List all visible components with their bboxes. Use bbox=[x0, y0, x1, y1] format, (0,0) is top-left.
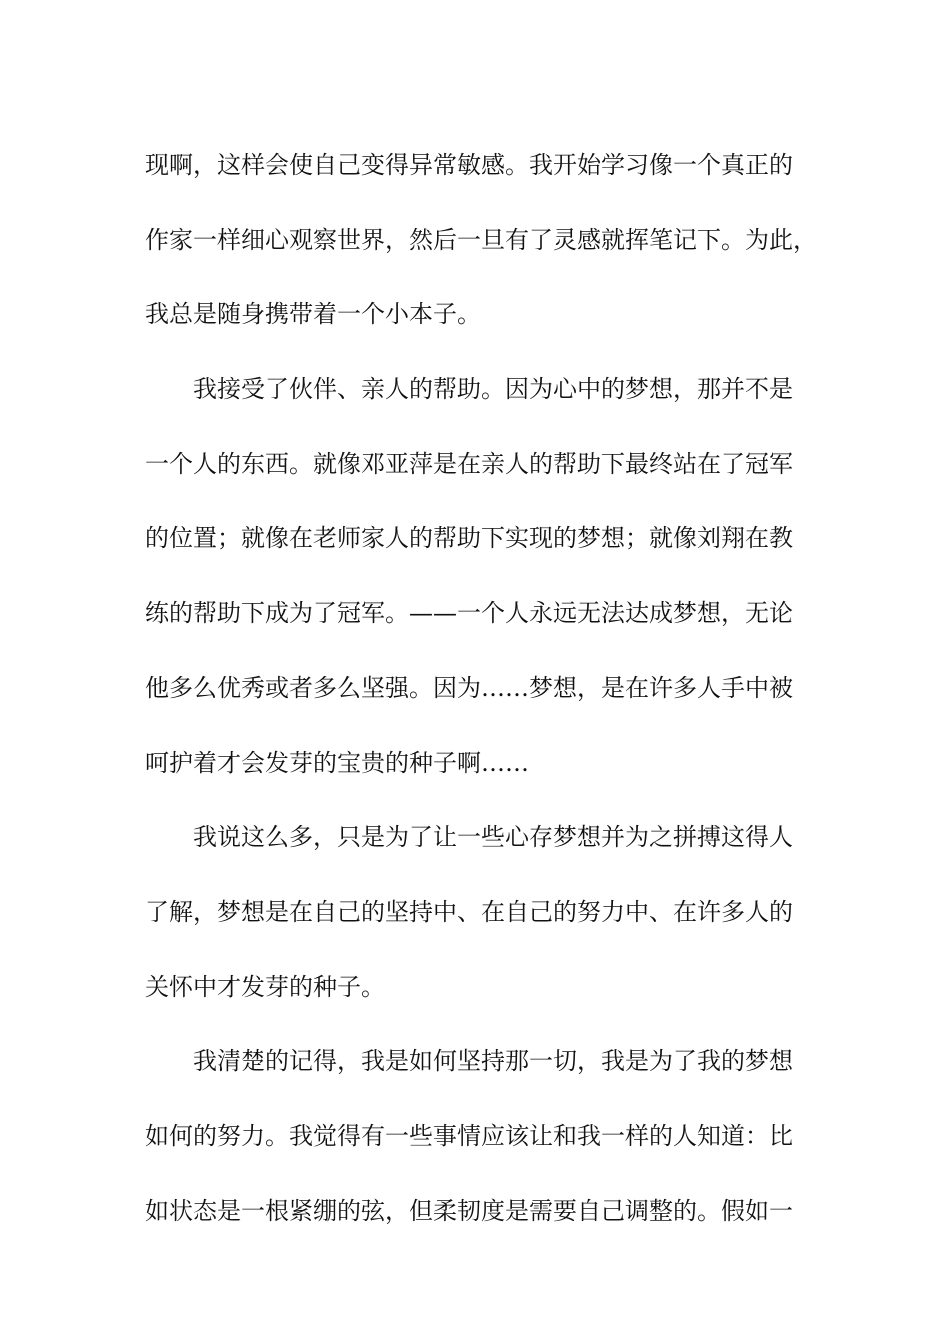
text-line: 关怀中才发芽的种子。 bbox=[145, 972, 385, 1001]
paragraph-start-line: 我清楚的记得，我是如何坚持那一切，我是为了我的梦想 bbox=[193, 1047, 793, 1076]
text-line: 了解，梦想是在自己的坚持中、在自己的努力中、在许多人的 bbox=[145, 897, 793, 926]
text-line: 的位置；就像在老师家人的帮助下实现的梦想；就像刘翔在教 bbox=[145, 524, 793, 553]
text-line: 一个人的东西。就像邓亚萍是在亲人的帮助下最终站在了冠军 bbox=[145, 449, 793, 478]
text-line: 练的帮助下成为了冠军。——一个人永远无法达成梦想，无论 bbox=[145, 599, 793, 628]
text-line: 作家一样细心观察世界，然后一旦有了灵感就挥笔记下。为此， bbox=[145, 225, 817, 254]
body-text bbox=[145, 128, 815, 1248]
text-line: 呵护着才会发芽的宝贵的种子啊…… bbox=[145, 748, 529, 777]
text-line: 他多么优秀或者多么坚强。因为……梦想，是在许多人手中被 bbox=[145, 673, 793, 702]
text-line: 现啊，这样会使自己变得异常敏感。我开始学习像一个真正的 bbox=[145, 151, 793, 179]
text-line: 如状态是一根紧绷的弦，但柔韧度是需要自己调整的。假如一 bbox=[145, 1196, 793, 1225]
text-line: 我总是随身携带着一个小本子。 bbox=[145, 300, 481, 329]
paragraph-start-line: 我接受了伙伴、亲人的帮助。因为心中的梦想，那并不是 bbox=[193, 375, 793, 404]
text-line: 如何的努力。我觉得有一些事情应该让和我一样的人知道：比 bbox=[145, 1121, 793, 1150]
paragraph-start-line: 我说这么多，只是为了让一些心存梦想并为之拼搏这得人 bbox=[193, 823, 793, 852]
